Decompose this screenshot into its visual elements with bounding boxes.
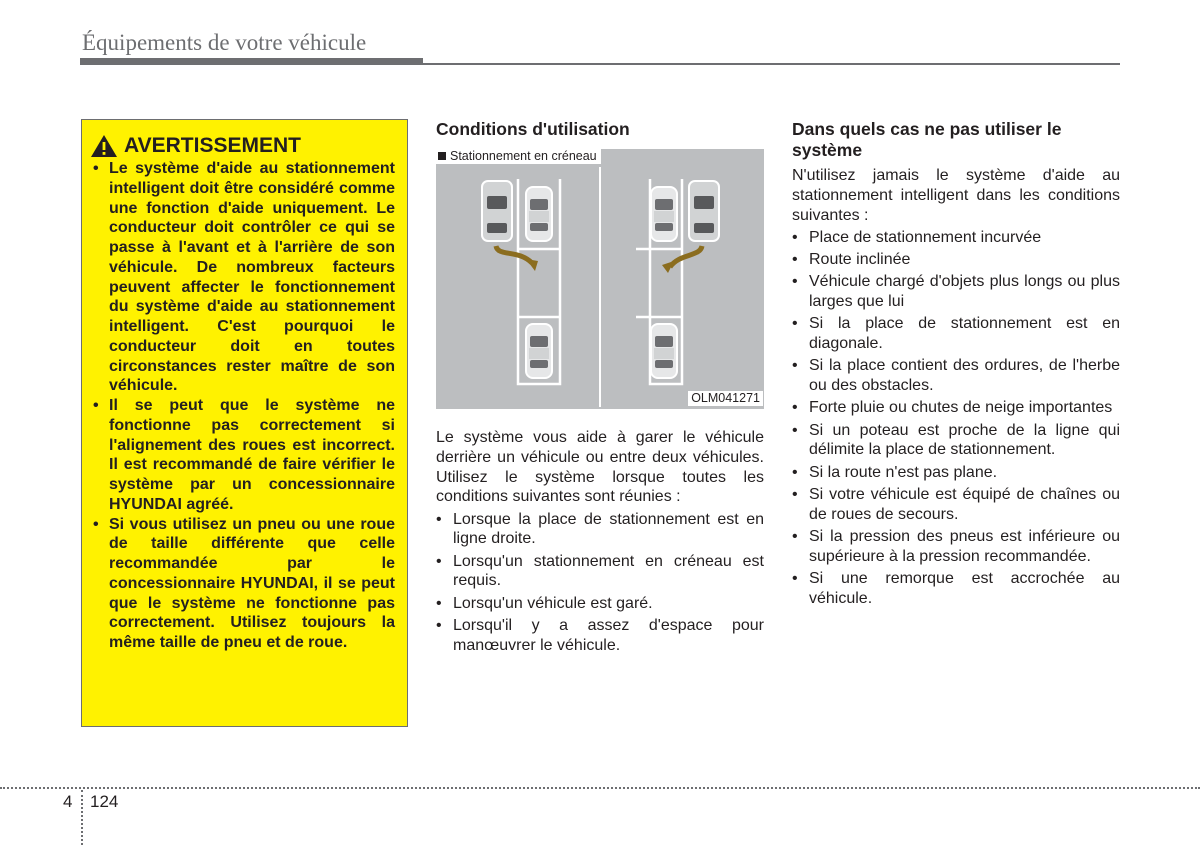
- parking-figure: [436, 149, 764, 409]
- conditions-list: [436, 510, 764, 656]
- footer-divider: [81, 790, 83, 845]
- list-item: • Si un poteau est proche de la ligne qui délimite la place de stationnement.: [792, 421, 1120, 461]
- page-number: 124: [90, 792, 119, 811]
- not-use-heading: Dans quels cas ne pas utiliser le système: [792, 119, 1062, 160]
- conditions-heading: Conditions d'utilisation: [436, 119, 630, 139]
- footer-rule: [0, 787, 1200, 789]
- warning-triangle-icon: [90, 134, 118, 158]
- list-item: • Véhicule chargé d'objets plus longs ou plus larges que lui: [792, 272, 1120, 312]
- conditions-column: [436, 119, 764, 655]
- header-rule: [423, 63, 1120, 65]
- list-item: • Lorsqu'un stationnement en créneau est requis.: [436, 552, 764, 592]
- list-item: • Si la route n'est pas plane.: [792, 463, 1120, 483]
- warning-list: [90, 159, 395, 653]
- warning-title: AVERTISSEMENT: [124, 134, 301, 157]
- square-bullet-icon: [438, 152, 446, 160]
- list-item: • Si la place de stationnement est en diagonale.: [792, 314, 1120, 354]
- list-item: • Forte pluie ou chutes de neige importantes: [792, 398, 1120, 418]
- list-item: • Si la pression des pneus est inférieure ou supérieure à la pression recommandée.: [792, 527, 1120, 567]
- header-bar: [80, 58, 423, 65]
- warning-item: • Le système d'aide au stationnement intelligent doit être considéré comme une fonction d'aide uniquement. Le conducteur doit contrôler ce qui se passe à l'avant et à l'arrière de son véhicule. De nombreux facteurs peuvent affecter le fonctionnement du système d'aide au stationnement intelligent. C'est pourquoi le conducteur doit en toutes circonstances rester maître de son véhicule.: [90, 159, 395, 396]
- list-item: • Si la place contient des ordures, de l'herbe ou des obstacles.: [792, 356, 1120, 396]
- warning-item: • Si vous utilisez un pneu ou une roue de taille différente que celle recommandée par le concessionnaire HYUNDAI, il se peut que le système ne fonctionne pas correctement. Utilisez toujours la même taille de pneu et de roue.: [90, 515, 395, 653]
- list-item: • Lorsqu'il y a assez d'espace pour manœuvrer le véhicule.: [436, 616, 764, 656]
- list-item: • Si une remorque est accrochée au véhicule.: [792, 569, 1120, 609]
- not-use-intro: N'utilisez jamais le système d'aide au stationnement intelligent dans les conditions suivantes :: [792, 167, 1120, 224]
- not-use-list: [792, 228, 1120, 609]
- list-item: • Lorsqu'un véhicule est garé.: [436, 594, 764, 614]
- figure-label: Stationnement en créneau: [436, 149, 601, 164]
- parallel-parking-illustration: [436, 149, 764, 409]
- list-item: • Place de stationnement incurvée: [792, 228, 1120, 248]
- conditions-intro: Le système vous aide à garer le véhicule derrière un véhicule ou entre deux véhicules. Utilisez le système lorsque toutes les conditions suivantes sont réunies :: [436, 429, 764, 506]
- page-header-title: Équipements de votre véhicule: [82, 30, 367, 55]
- warning-box: [81, 119, 408, 727]
- list-item: • Lorsque la place de stationnement est en ligne droite.: [436, 510, 764, 550]
- warning-heading: [90, 134, 395, 158]
- figure-code: OLM041271: [688, 391, 763, 406]
- not-use-column: [792, 119, 1120, 608]
- list-item: • Si votre véhicule est équipé de chaînes ou de roues de secours.: [792, 485, 1120, 525]
- chapter-number: 4: [63, 792, 73, 811]
- warning-item: • Il se peut que le système ne fonctionne pas correctement si l'alignement des roues est incorrect. Il est recommandé de faire vérifier le système par un concessionnaire HYUNDAI agréé.: [90, 396, 395, 515]
- list-item: • Route inclinée: [792, 250, 1120, 270]
